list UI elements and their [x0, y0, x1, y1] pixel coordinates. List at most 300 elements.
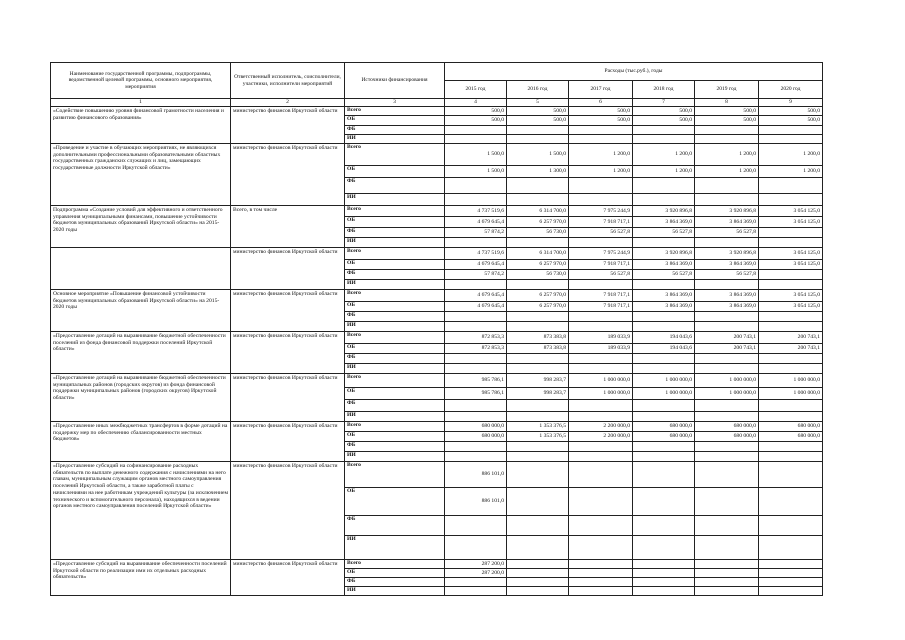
- table-row: [51, 290, 823, 302]
- amount-cell: 500,0: [569, 107, 633, 116]
- measure-name: «Предоставление иных межбюджетных трансфертов в форме дотаций на поддержку мер по обеспечению сбалансированности местных бюджетов»: [51, 422, 231, 462]
- amount-cell: 500,0: [569, 116, 633, 126]
- amount-cell: [507, 560, 569, 569]
- amount-cell: 4 679 645,4: [445, 260, 507, 270]
- amount-cell: 3 864 369,0: [695, 290, 759, 302]
- amount-cell: 7 975 244,9: [569, 206, 633, 217]
- amount-cell: [569, 178, 633, 194]
- table-row: [51, 560, 823, 569]
- amount-cell: [507, 536, 569, 560]
- amount-cell: [569, 578, 633, 587]
- amount-cell: [633, 516, 695, 536]
- amount-cell: [445, 238, 507, 248]
- amount-cell: [569, 312, 633, 322]
- header-year: 2019 год: [695, 81, 759, 99]
- amount-cell: [569, 280, 633, 290]
- amount-cell: [569, 452, 633, 462]
- amount-cell: 985 786,1: [445, 388, 507, 400]
- amount-cell: 680 000,0: [445, 432, 507, 442]
- amount-cell: [445, 354, 507, 364]
- amount-cell: 3 054 125,0: [759, 260, 823, 270]
- amount-cell: 6 257 970,0: [507, 260, 569, 270]
- amount-cell: [633, 238, 695, 248]
- column-number: 4: [445, 99, 507, 107]
- table-body: [51, 63, 823, 596]
- funding-source: ОБ: [345, 569, 445, 578]
- amount-cell: 200 743,1: [759, 344, 823, 354]
- funding-source: ОБ: [345, 344, 445, 354]
- measure-name: [51, 248, 231, 290]
- amount-cell: [633, 452, 695, 462]
- amount-cell: [445, 400, 507, 412]
- amount-cell: 680 000,0: [445, 422, 507, 432]
- funding-source: ФБ: [345, 400, 445, 412]
- amount-cell: 1 000 000,0: [759, 374, 823, 388]
- amount-cell: 680 000,0: [695, 422, 759, 432]
- amount-cell: 998 283,7: [507, 374, 569, 388]
- amount-cell: 872 853,3: [445, 344, 507, 354]
- measure-name: «Содействие повышению уровня финансовой грамотности населения и развитию финансового образования»: [51, 107, 231, 144]
- amount-cell: 3 054 125,0: [759, 206, 823, 217]
- amount-cell: [445, 587, 507, 596]
- amount-cell: [759, 516, 823, 536]
- table-row: [51, 422, 823, 432]
- amount-cell: 3 864 369,0: [695, 217, 759, 228]
- amount-cell: 873 383,8: [507, 344, 569, 354]
- amount-cell: 1 200,0: [695, 166, 759, 178]
- amount-cell: 500,0: [695, 107, 759, 116]
- header-year: 2016 год: [507, 81, 569, 99]
- amount-cell: [695, 178, 759, 194]
- amount-cell: 7 975 244,9: [569, 248, 633, 260]
- funding-source: ИИ: [345, 322, 445, 332]
- header-expenses: Расходы (тыс.руб.), годы: [445, 63, 823, 81]
- amount-cell: 4 737 519,6: [445, 248, 507, 260]
- amount-cell: 1 353 376,5: [507, 432, 569, 442]
- amount-cell: 500,0: [759, 116, 823, 126]
- amount-cell: [633, 194, 695, 206]
- amount-cell: 6 257 970,0: [507, 217, 569, 228]
- amount-cell: [759, 587, 823, 596]
- amount-cell: [569, 126, 633, 135]
- funding-source: ИИ: [345, 194, 445, 206]
- amount-cell: [569, 587, 633, 596]
- responsible-executor: министерство финансов Иркутской области: [231, 332, 345, 374]
- amount-cell: 3 920 896,8: [695, 206, 759, 217]
- amount-cell: 56 527,8: [569, 228, 633, 238]
- amount-cell: 500,0: [759, 107, 823, 116]
- amount-cell: [569, 516, 633, 536]
- amount-cell: 1 200,0: [633, 144, 695, 166]
- amount-cell: [445, 126, 507, 135]
- measure-name: Подпрограмма «Создание условий для эффективного и ответственного управления муниципальными финансами, повышение устойчивости бюджетов муниципальных образований Иркутской области» на 2015-2020 годы: [51, 206, 231, 248]
- amount-cell: [507, 452, 569, 462]
- column-number: 5: [507, 99, 569, 107]
- responsible-executor: министерство финансов Иркутской области: [231, 462, 345, 560]
- amount-cell: [569, 322, 633, 332]
- amount-cell: [445, 412, 507, 422]
- amount-cell: [445, 178, 507, 194]
- amount-cell: 56 527,8: [633, 270, 695, 280]
- amount-cell: [695, 322, 759, 332]
- amount-cell: [507, 312, 569, 322]
- amount-cell: 886 101,0: [445, 462, 507, 488]
- amount-cell: 6 257 970,0: [507, 302, 569, 312]
- amount-cell: 1 000 000,0: [695, 388, 759, 400]
- amount-cell: [633, 442, 695, 452]
- amount-cell: [695, 312, 759, 322]
- amount-cell: [633, 400, 695, 412]
- amount-cell: 56 527,8: [695, 228, 759, 238]
- amount-cell: 500,0: [507, 116, 569, 126]
- amount-cell: 1 000 000,0: [633, 388, 695, 400]
- funding-source: ФБ: [345, 578, 445, 587]
- amount-cell: 4 679 645,4: [445, 217, 507, 228]
- amount-cell: 873 383,8: [507, 332, 569, 344]
- amount-cell: 1 200,0: [569, 166, 633, 178]
- amount-cell: [445, 322, 507, 332]
- amount-cell: [507, 488, 569, 516]
- funding-source: Всего: [345, 374, 445, 388]
- header-row-top: [51, 63, 823, 81]
- amount-cell: 6 257 970,0: [507, 290, 569, 302]
- amount-cell: [507, 462, 569, 488]
- amount-cell: 200 743,1: [759, 332, 823, 344]
- amount-cell: [695, 135, 759, 144]
- amount-cell: [633, 462, 695, 488]
- funding-source: Всего: [345, 248, 445, 260]
- amount-cell: [445, 536, 507, 560]
- amount-cell: [507, 569, 569, 578]
- amount-cell: [507, 238, 569, 248]
- amount-cell: 3 864 369,0: [633, 217, 695, 228]
- amount-cell: 7 918 717,1: [569, 217, 633, 228]
- amount-cell: 3 864 369,0: [695, 302, 759, 312]
- column-number: 6: [569, 99, 633, 107]
- amount-cell: [759, 178, 823, 194]
- funding-source: ОБ: [345, 166, 445, 178]
- column-number: 9: [759, 99, 823, 107]
- amount-cell: [633, 578, 695, 587]
- amount-cell: [507, 516, 569, 536]
- amount-cell: [633, 364, 695, 374]
- amount-cell: [507, 178, 569, 194]
- amount-cell: 500,0: [445, 107, 507, 116]
- amount-cell: 680 000,0: [759, 432, 823, 442]
- funding-source: ИИ: [345, 135, 445, 144]
- amount-cell: [507, 400, 569, 412]
- amount-cell: [695, 569, 759, 578]
- amount-cell: [759, 560, 823, 569]
- funding-source: ФБ: [345, 270, 445, 280]
- amount-cell: [569, 400, 633, 412]
- amount-cell: [569, 560, 633, 569]
- amount-cell: [507, 412, 569, 422]
- amount-cell: [633, 536, 695, 560]
- amount-cell: 7 918 717,1: [569, 290, 633, 302]
- amount-cell: 2 200 000,0: [569, 432, 633, 442]
- measure-name: «Предоставление субсидий на выравнивание обеспеченности поселений Иркутской области по реализации ими их отдельных расходных обязательств»: [51, 560, 231, 596]
- funding-source: ФБ: [345, 126, 445, 135]
- amount-cell: [569, 238, 633, 248]
- responsible-executor: министерство финансов Иркутской области: [231, 422, 345, 462]
- column-number: 7: [633, 99, 695, 107]
- amount-cell: [507, 442, 569, 452]
- amount-cell: [695, 280, 759, 290]
- amount-cell: 500,0: [507, 107, 569, 116]
- funding-source: Всего: [345, 107, 445, 116]
- amount-cell: [695, 354, 759, 364]
- amount-cell: [759, 194, 823, 206]
- column-number: 8: [695, 99, 759, 107]
- amount-cell: 200 743,1: [695, 344, 759, 354]
- amount-cell: 3 054 125,0: [759, 302, 823, 312]
- amount-cell: 500,0: [633, 107, 695, 116]
- funding-source: Всего: [345, 422, 445, 432]
- amount-cell: 1 200,0: [759, 166, 823, 178]
- amount-cell: [633, 280, 695, 290]
- amount-cell: 6 314 700,0: [507, 206, 569, 217]
- amount-cell: [695, 516, 759, 536]
- amount-cell: 1 000 000,0: [695, 374, 759, 388]
- amount-cell: [695, 400, 759, 412]
- amount-cell: [569, 135, 633, 144]
- amount-cell: [569, 536, 633, 560]
- funding-source: ИИ: [345, 536, 445, 560]
- amount-cell: [633, 488, 695, 516]
- amount-cell: 56 730,0: [507, 228, 569, 238]
- amount-cell: 7 918 717,1: [569, 260, 633, 270]
- header-year: 2020 год: [759, 81, 823, 99]
- amount-cell: [507, 135, 569, 144]
- amount-cell: [633, 354, 695, 364]
- funding-source: Всего: [345, 206, 445, 217]
- amount-cell: 886 101,0: [445, 488, 507, 516]
- amount-cell: [633, 135, 695, 144]
- amount-cell: 3 920 896,8: [633, 206, 695, 217]
- amount-cell: 1 000 000,0: [759, 388, 823, 400]
- amount-cell: [507, 578, 569, 587]
- amount-cell: 3 054 125,0: [759, 290, 823, 302]
- amount-cell: [759, 442, 823, 452]
- amount-cell: [445, 280, 507, 290]
- amount-cell: [633, 312, 695, 322]
- amount-cell: [445, 312, 507, 322]
- measure-name: «Предоставление дотаций на выравнивание бюджетной обеспеченности поселений из фонда финансовой поддержки поселений Иркутской области»: [51, 332, 231, 374]
- funding-source: ОБ: [345, 432, 445, 442]
- column-number: 2: [231, 99, 345, 107]
- amount-cell: [759, 270, 823, 280]
- measure-name: «Предоставление дотаций на выравнивание бюджетной обеспеченности муниципальных районов (городских округов) из фонда финансовой поддержки муниципальных районов (городских округов) Иркутской области»: [51, 374, 231, 422]
- column-number: 1: [51, 99, 231, 107]
- amount-cell: [445, 516, 507, 536]
- funding-source: ФБ: [345, 442, 445, 452]
- amount-cell: [695, 560, 759, 569]
- amount-cell: [445, 194, 507, 206]
- amount-cell: 56 730,0: [507, 270, 569, 280]
- amount-cell: [759, 462, 823, 488]
- amount-cell: [569, 354, 633, 364]
- amount-cell: [633, 126, 695, 135]
- amount-cell: 4 679 645,4: [445, 302, 507, 312]
- responsible-executor: министерство финансов Иркутской области: [231, 374, 345, 422]
- amount-cell: [445, 578, 507, 587]
- funding-source: ОБ: [345, 488, 445, 516]
- funding-source: ИИ: [345, 364, 445, 374]
- amount-cell: [445, 135, 507, 144]
- amount-cell: [507, 587, 569, 596]
- financing-table: [50, 62, 823, 596]
- amount-cell: 1 500,0: [507, 144, 569, 166]
- amount-cell: 189 033,9: [569, 332, 633, 344]
- amount-cell: 1 000 000,0: [569, 374, 633, 388]
- amount-cell: 7 918 717,1: [569, 302, 633, 312]
- amount-cell: [759, 135, 823, 144]
- amount-cell: [507, 364, 569, 374]
- amount-cell: [507, 322, 569, 332]
- amount-cell: 3 864 369,0: [695, 260, 759, 270]
- amount-cell: [759, 400, 823, 412]
- amount-cell: [759, 322, 823, 332]
- column-number: 3: [345, 99, 445, 107]
- funding-source: Всего: [345, 560, 445, 569]
- amount-cell: [695, 194, 759, 206]
- amount-cell: 287 200,0: [445, 569, 507, 578]
- amount-cell: [759, 228, 823, 238]
- table-row: [51, 107, 823, 116]
- amount-cell: [759, 412, 823, 422]
- amount-cell: [759, 312, 823, 322]
- funding-source: ОБ: [345, 388, 445, 400]
- funding-source: ИИ: [345, 280, 445, 290]
- table-row: [51, 462, 823, 488]
- amount-cell: [569, 194, 633, 206]
- amount-cell: 57 874,2: [445, 270, 507, 280]
- header-name: Наименование государственной программы, подпрограммы, ведомственной целевой программы, основного мероприятия, мероприятия: [51, 63, 231, 99]
- amount-cell: 1 000 000,0: [569, 388, 633, 400]
- amount-cell: 1 500,0: [445, 144, 507, 166]
- amount-cell: 194 043,6: [633, 344, 695, 354]
- amount-cell: [759, 452, 823, 462]
- amount-cell: [695, 238, 759, 248]
- amount-cell: [507, 354, 569, 364]
- funding-source: ОБ: [345, 116, 445, 126]
- amount-cell: 998 283,7: [507, 388, 569, 400]
- measure-name: «Предоставление субсидий на софинансирование расходных обязательств по выплате денежного содержания с начислениями на него главам, муниципальным служащим органов местного самоуправления поселений Иркутской области, а также заработной платы с начислениями на нее работникам учреждений культуры (за исключением технического и вспомогательного персонала), находящихся в ведении органов местного самоуправления поселений Иркутской области»: [51, 462, 231, 560]
- amount-cell: 4 737 519,6: [445, 206, 507, 217]
- responsible-executor: министерство финансов Иркутской области: [231, 107, 345, 144]
- amount-cell: 57 874,2: [445, 228, 507, 238]
- amount-cell: [759, 354, 823, 364]
- amount-cell: 3 864 369,0: [633, 302, 695, 312]
- amount-cell: 200 743,1: [695, 332, 759, 344]
- amount-cell: [507, 194, 569, 206]
- header-source: Источники финансирования: [345, 63, 445, 99]
- amount-cell: [695, 452, 759, 462]
- header-year: 2018 год: [633, 81, 695, 99]
- amount-cell: 1 200,0: [633, 166, 695, 178]
- funding-source: ОБ: [345, 302, 445, 312]
- amount-cell: 3 920 896,8: [633, 248, 695, 260]
- amount-cell: [445, 364, 507, 374]
- funding-source: ФБ: [345, 354, 445, 364]
- responsible-executor: министерство финансов Иркутской области: [231, 560, 345, 596]
- amount-cell: 680 000,0: [633, 432, 695, 442]
- amount-cell: [759, 488, 823, 516]
- funding-source: Всего: [345, 332, 445, 344]
- funding-source: ОБ: [345, 260, 445, 270]
- amount-cell: 1 200,0: [695, 144, 759, 166]
- amount-cell: 500,0: [633, 116, 695, 126]
- header-responsible: Ответственный исполнитель, соисполнители, участники, исполнители мероприятий: [231, 63, 345, 99]
- amount-cell: 680 000,0: [633, 422, 695, 432]
- header-year: 2015 год: [445, 81, 507, 99]
- amount-cell: 3 864 369,0: [633, 290, 695, 302]
- amount-cell: [569, 488, 633, 516]
- header-row-numbers: [51, 99, 823, 107]
- table-row: [51, 206, 823, 217]
- funding-source: Всего: [345, 290, 445, 302]
- table-row: [51, 248, 823, 260]
- amount-cell: 56 527,8: [695, 270, 759, 280]
- amount-cell: 2 200 000,0: [569, 422, 633, 432]
- amount-cell: 500,0: [445, 116, 507, 126]
- amount-cell: 680 000,0: [759, 422, 823, 432]
- funding-source: ФБ: [345, 228, 445, 238]
- amount-cell: 4 679 645,4: [445, 290, 507, 302]
- amount-cell: 6 314 700,0: [507, 248, 569, 260]
- table-row: [51, 144, 823, 166]
- amount-cell: 1 200,0: [569, 144, 633, 166]
- amount-cell: [445, 452, 507, 462]
- funding-source: Всего: [345, 144, 445, 166]
- amount-cell: [759, 126, 823, 135]
- amount-cell: 56 527,8: [569, 270, 633, 280]
- funding-source: ФБ: [345, 516, 445, 536]
- amount-cell: [633, 178, 695, 194]
- funding-source: ИИ: [345, 412, 445, 422]
- funding-source: ФБ: [345, 178, 445, 194]
- amount-cell: 872 853,3: [445, 332, 507, 344]
- amount-cell: [759, 364, 823, 374]
- amount-cell: [695, 126, 759, 135]
- amount-cell: 3 054 125,0: [759, 217, 823, 228]
- amount-cell: 3 864 369,0: [633, 260, 695, 270]
- amount-cell: [633, 412, 695, 422]
- funding-source: ОБ: [345, 217, 445, 228]
- amount-cell: [569, 462, 633, 488]
- amount-cell: 194 043,6: [633, 332, 695, 344]
- amount-cell: 1 500,0: [445, 166, 507, 178]
- funding-source: Всего: [345, 462, 445, 488]
- amount-cell: [445, 442, 507, 452]
- amount-cell: [695, 442, 759, 452]
- amount-cell: 3 920 896,8: [695, 248, 759, 260]
- responsible-executor: министерство финансов Иркутской области: [231, 290, 345, 332]
- amount-cell: [759, 238, 823, 248]
- amount-cell: [695, 536, 759, 560]
- amount-cell: [633, 322, 695, 332]
- funding-source: ИИ: [345, 587, 445, 596]
- amount-cell: 3 054 125,0: [759, 248, 823, 260]
- amount-cell: [569, 364, 633, 374]
- responsible-executor: министерство финансов Иркутской области: [231, 248, 345, 290]
- amount-cell: [695, 488, 759, 516]
- measure-name: Основное мероприятие «Повышение финансовой устойчивости бюджетов муниципальных образований Иркутской области» на 2015-2020 годы: [51, 290, 231, 332]
- amount-cell: 680 000,0: [695, 432, 759, 442]
- measure-name: «Проведение и участие в обучающих мероприятиях, не являющихся дополнительными профессиональными образовательными областных государственных гражданских служащих и лиц, замещающих государственные должности Иркутской области»: [51, 144, 231, 206]
- table-row: [51, 332, 823, 344]
